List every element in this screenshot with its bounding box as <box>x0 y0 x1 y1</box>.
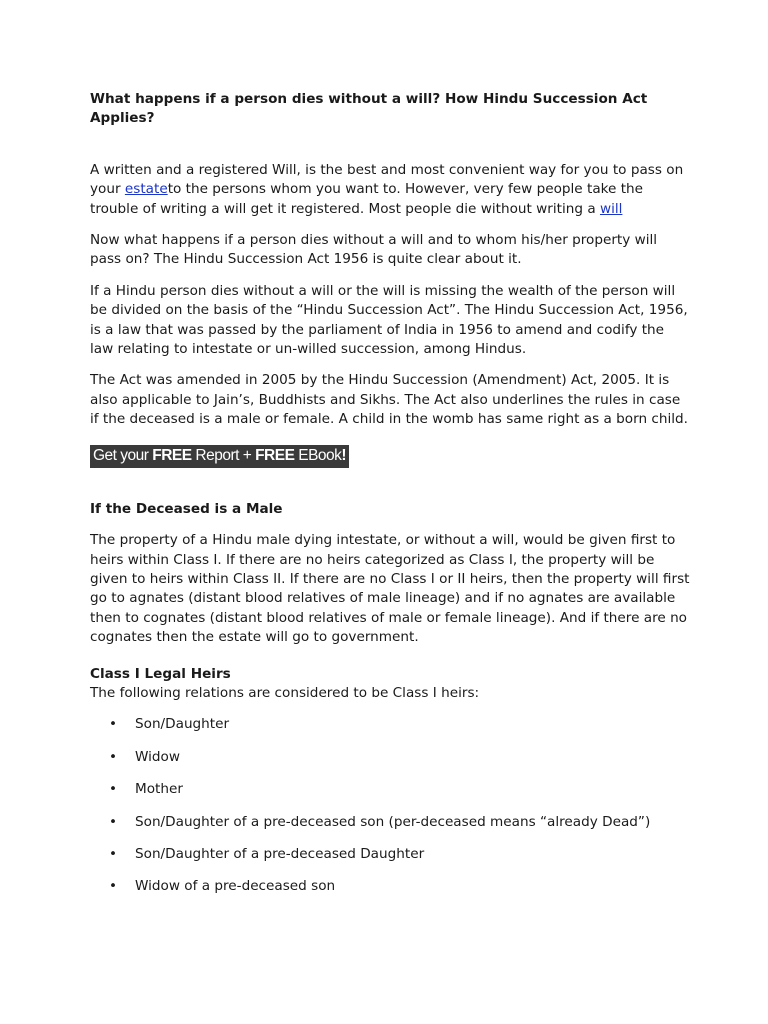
intro-text-1: A written and a registered Will, is the best and most convenient way for you to pass on your <box>90 161 684 198</box>
list-item-text: Widow of a pre-deceased son <box>135 878 336 895</box>
intro-paragraph <box>90 161 690 219</box>
list-item <box>109 845 690 864</box>
list-item-text: Mother <box>135 781 183 798</box>
list-item-text: Son/Daughter of a pre-deceased Daughter <box>135 845 425 862</box>
article-body <box>90 90 690 910</box>
bullet: • <box>109 813 118 830</box>
bullet: • <box>109 845 118 862</box>
male-deceased-paragraph: The property of a Hindu male dying intestate, or without a will, would be given first to heirs within Class I. If there are no heirs categorized as Class I, the property will be given to heirs within Class II. If there are no Class I or II heirs, then the property will first go to agnates (distant blood relatives of male lineage) and if no agnates are available then to cognates (distant blood relatives of male or female lineage). And if there are no cognates then the estate will go to government. <box>90 532 690 646</box>
banner-free-1: FREE <box>152 446 192 464</box>
list-item-text: Son/Daughter <box>135 716 230 733</box>
paragraph-4: The Act was amended in 2005 by the Hindu Succession (Amendment) Act, 2005. It is also applicable to Jain’s, Buddhists and Sikhs. The Act also underlines the rules in case if the deceased is a male or female. A child in the womb has same right as a born child. <box>90 372 689 428</box>
list-item <box>109 780 690 799</box>
list-item <box>109 877 690 896</box>
bullet: • <box>109 878 118 895</box>
banner-text-2: Report + <box>191 446 256 464</box>
list-item-text: Son/Daughter of a pre-deceased son (per-deceased means “already Dead”) <box>135 813 651 830</box>
bullet: • <box>109 781 118 798</box>
class1-intro: The following relations are considered to be Class I heirs: <box>90 684 480 701</box>
paragraph-2: Now what happens if a person dies without a will and to whom his/her property will pass on? The Hindu Succession Act 1956 is quite clear about it. <box>90 232 658 268</box>
article-title: What happens if a person dies without a will? How Hindu Succession Act Applies? <box>90 91 648 127</box>
free-report-ebook-banner[interactable] <box>90 445 349 468</box>
list-item <box>109 715 690 734</box>
list-item <box>109 813 690 832</box>
paragraph-3: If a Hindu person dies without a will or the will is missing the wealth of the person will be divided on the basis of the “Hindu Succession Act”. The Hindu Succession Act, 1956, is a law that was passed by the parliament of India in 1956 to amend and codify the law relating to intestate or un-willed succession, among Hindus. <box>90 282 688 358</box>
banner-text-3: EBook <box>294 446 342 464</box>
class1-heirs-list <box>90 715 690 896</box>
bullet: • <box>109 748 118 765</box>
banner-free-2: FREE <box>255 446 295 464</box>
bullet: • <box>109 716 118 733</box>
estate-link[interactable]: estate <box>124 181 168 198</box>
list-item-text: Widow <box>135 748 180 765</box>
banner-exclamation: ! <box>341 446 347 464</box>
list-item <box>109 748 690 767</box>
will-link[interactable]: will <box>599 200 623 217</box>
banner-text-1: Get your <box>93 446 153 464</box>
class1-heading: Class I Legal Heirs <box>90 665 231 682</box>
male-deceased-heading: If the Deceased is a Male <box>90 500 283 517</box>
intro-text-2: to the persons whom you want to. However, very few people take the trouble of writing a will get it registered. Most people die without writing a <box>90 181 644 217</box>
